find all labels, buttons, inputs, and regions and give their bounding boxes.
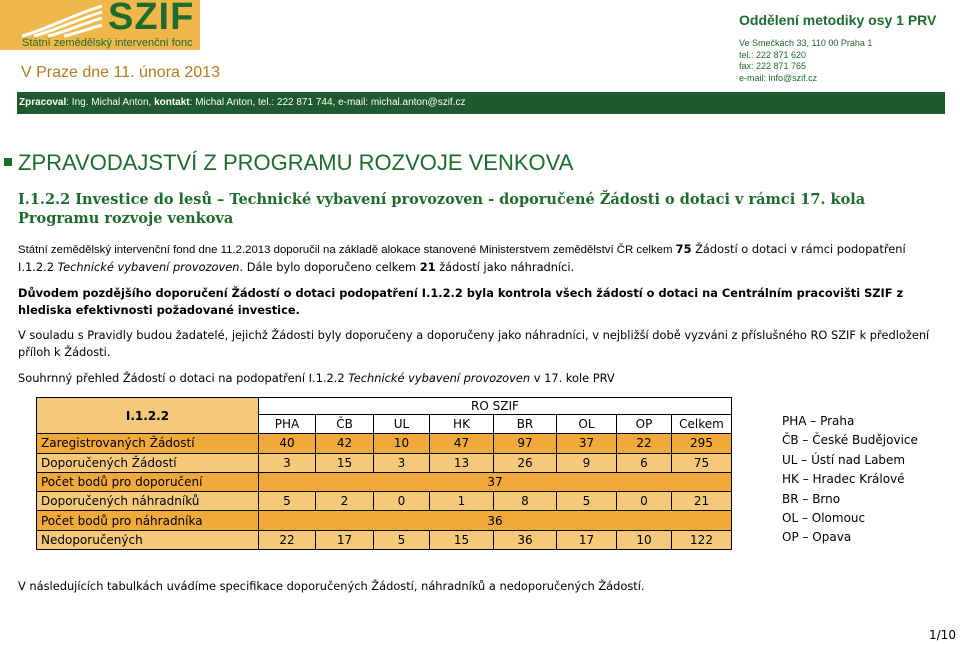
table-cell: 15: [316, 453, 374, 472]
table-cell: 40: [259, 434, 316, 453]
table-cell: 5: [557, 492, 617, 511]
closing-paragraph: V následujících tabulkách uvádíme specifikace doporučených Žádostí, náhradníků a nedoporučených Žádostí.: [18, 579, 645, 593]
author-line: [19, 97, 466, 108]
table-cell: 3: [259, 453, 316, 472]
table-id-cell: I.1.2.2: [37, 398, 259, 434]
rules-paragraph: V souladu s Pravidly budou žadatelé, jejichž Žádosti byly doporučeny a doporučeny jako náhradníci, v nejbližší době vyzváni z příslušného RO SZIF k předložení příloh k Žádosti.: [18, 328, 930, 359]
table-cell: 5: [374, 530, 430, 549]
fax: fax: 222 871 765: [739, 61, 807, 71]
legend-item: BR – Brno: [782, 491, 841, 506]
phone: tel.: 222 871 620: [739, 49, 807, 60]
column-header: BR: [494, 415, 557, 434]
logo-wordmark: SZIF: [108, 0, 195, 38]
table-cell: 1: [430, 492, 494, 511]
table-header-row: [37, 398, 732, 415]
page-number: 1/10: [929, 628, 956, 642]
table-cell: 15: [430, 530, 494, 549]
row-label: Doporučených náhradníků: [37, 492, 259, 511]
merged-table-cell: 36: [259, 511, 732, 530]
recommended-count: 75: [675, 242, 692, 256]
table-cell: 47: [430, 434, 494, 453]
document-date: V Praze dne 11. února 2013: [21, 64, 220, 81]
column-header: HK: [430, 415, 494, 434]
column-header: OP: [617, 415, 672, 434]
author-name: : Ing. Michal Anton,: [66, 97, 155, 108]
column-header: PHA: [259, 415, 316, 434]
table-cell: 37: [557, 434, 617, 453]
table-cell: 0: [617, 492, 672, 511]
summary-intro: Souhrnný přehled Žádostí o dotaci na podopatření I.1.2.2 Technické vybavení provozoven v 17. kole PRV: [18, 371, 615, 385]
table-cell: 9: [557, 453, 617, 472]
table-cell: 13: [430, 453, 494, 472]
row-label: Počet bodů pro náhradníka: [37, 511, 259, 530]
table-cell: 3: [374, 453, 430, 472]
reason-paragraph: Důvodem pozdějšího doporučení Žádostí o dotaci podopatření I.1.2.2 byla kontrola všech žádostí o dotaci na Centrálním pracovišti SZIF z hlediska efektivnosti požadované investice.: [18, 286, 904, 317]
page-title: ZPRAVODAJSTVÍ Z PROGRAMU ROZVOJE VENKOVA: [18, 150, 574, 175]
legend-item: PHA – Praha: [782, 414, 855, 428]
legend-item: ČB – České Budějovice: [782, 433, 918, 448]
table-cell: 26: [494, 453, 557, 472]
table-row: [37, 453, 732, 472]
row-label: Zaregistrovaných Žádostí: [37, 434, 259, 453]
table-cell: 21: [672, 492, 732, 511]
column-header: ČB: [316, 415, 374, 434]
author-contact: : Michal Anton, tel.: 222 871 744, e-mail: michal.anton@szif.cz: [189, 97, 466, 108]
merged-table-cell: 37: [259, 472, 732, 491]
row-label: Počet bodů pro doporučení: [37, 472, 259, 491]
region-legend: [782, 414, 918, 550]
table-cell: 17: [557, 530, 617, 549]
contact-block: [739, 38, 872, 84]
table-cell: 295: [672, 434, 732, 453]
title-bullet-icon: [4, 158, 12, 166]
email[interactable]: e-mail: info@szif.cz: [739, 72, 818, 83]
intro-paragraph: Státní zemědělský intervenční fond dne 11.2.2013 doporučil na základě alokace stanovené Ministerstvem zemědělství ČR celkem 75 Žádostí o dotaci v rámci podopatření I.1.2.2 Technické vybavení provozoven. Dále bylo doporučeno celkem 21 žádostí jako náhradníci.: [18, 242, 906, 274]
logo-subtitle: Státní zemědělský intervenční fonc: [22, 37, 193, 49]
table-row: [37, 530, 732, 549]
column-header: OL: [557, 415, 617, 434]
section-subtitle: I.1.2.2 Investice do lesů – Technické vybavení provozoven - doporučené Žádosti o dotaci v rámci 17. kola Programu rozvoje venkova: [18, 191, 866, 227]
region-group-header: RO SZIF: [259, 398, 732, 415]
table-cell: 97: [494, 434, 557, 453]
legend-item: OL – Olomouc: [782, 510, 866, 525]
table-cell: 10: [374, 434, 430, 453]
table-cell: 22: [617, 434, 672, 453]
row-label: Nedoporučených: [37, 530, 259, 549]
table-row: [37, 434, 732, 453]
address: Ve Smečkách 33, 110 00 Praha 1: [739, 38, 873, 48]
table-cell: 22: [259, 530, 316, 549]
legend-item: HK – Hradec Králové: [782, 472, 905, 487]
table-cell: 17: [316, 530, 374, 549]
substitutes-count: 21: [419, 260, 436, 274]
table-cell: 10: [617, 530, 672, 549]
table-row: [37, 492, 732, 511]
table-cell: 8: [494, 492, 557, 511]
legend-item: UL – Ústí nad Labem: [782, 452, 906, 467]
wheat-logo-icon: [20, 2, 104, 38]
table-cell: 6: [617, 453, 672, 472]
department-name: Oddělení metodiky osy 1 PRV: [739, 12, 937, 28]
table-cell: 42: [316, 434, 374, 453]
summary-table: [36, 397, 732, 550]
table-cell: 5: [259, 492, 316, 511]
row-label: Doporučených Žádostí: [37, 453, 259, 472]
measure-name: Technické vybavení provozoven: [57, 260, 240, 274]
legend-item: OP – Opava: [782, 530, 852, 545]
table-cell: 122: [672, 530, 732, 549]
table-cell: 0: [374, 492, 430, 511]
table-cell: 75: [672, 453, 732, 472]
column-header: Celkem: [672, 415, 732, 434]
contact-label: kontakt: [154, 97, 190, 108]
table-cell: 36: [494, 530, 557, 549]
table-row: [37, 511, 732, 530]
prepared-label: Zpracoval: [19, 97, 67, 108]
table-row: [37, 472, 732, 491]
table-cell: 2: [316, 492, 374, 511]
column-header: UL: [374, 415, 430, 434]
